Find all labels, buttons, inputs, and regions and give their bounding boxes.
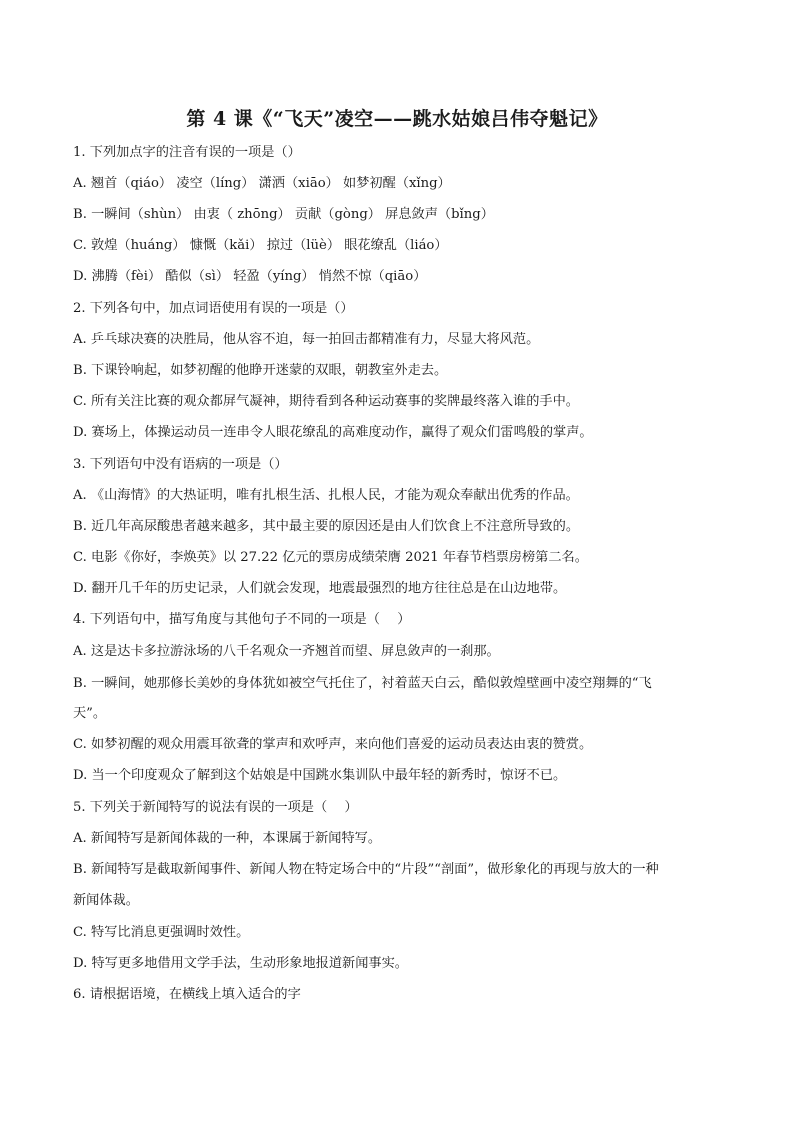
- question-1-option-b: B. 一瞬间（shùn） 由衷（ zhōng） 贡献（gòng） 屏息敛声（bǐng）: [73, 207, 494, 222]
- question-2-option-a: A. 乒乓球决赛的决胜局，他从容不迫，每一拍回击都精准有力，尽显大将风范。: [73, 332, 540, 347]
- question-6-stem: 6. 请根据语境，在横线上填入适合的字: [73, 987, 301, 1002]
- question-5-stem: 5. 下列关于新闻特写的说法有误的一项是（ ）: [73, 800, 358, 815]
- question-1-stem: 1. 下列加点字的注音有误的一项是（）: [73, 145, 301, 160]
- question-1-option-d: D. 沸腾（fèi） 酷似（sì） 轻盈（yíng） 悄然不惊（qiāo）: [73, 269, 427, 284]
- question-2-option-d: D. 赛场上，体操运动员一连串令人眼花缭乱的高难度动作，赢得了观众们雷鸣般的掌声。: [73, 425, 593, 440]
- question-4-stem: 4. 下列语句中，描写角度与其他句子不同的一项是（ ）: [73, 612, 411, 627]
- question-4-option-d: D. 当一个印度观众了解到这个姑娘是中国跳水集训队中最年轻的新秀时，惊讶不已。: [73, 768, 567, 783]
- question-4-option-b-continued: 天”。: [73, 706, 107, 721]
- question-5-option-d: D. 特写更多地借用文学手法，生动形象地报道新闻事实。: [73, 956, 408, 971]
- page-title: 第 4 课《“飞天”凌空——跳水姑娘吕伟夺魁记》: [186, 108, 608, 130]
- question-1-option-a: A. 翘首（qiáo） 凌空（líng） 潇洒（xiāo） 如梦初醒（xǐng）: [73, 176, 451, 191]
- question-2-option-b: B. 下课铃响起，如梦初醒的他睁开迷蒙的双眼，朝教室外走去。: [73, 363, 448, 378]
- question-3-option-b: B. 近几年高尿酸患者越来越多，其中最主要的原因还是由人们饮食上不注意所导致的。: [73, 519, 580, 534]
- question-5-option-c: C. 特写比消息更强调时效性。: [73, 925, 250, 940]
- question-3-option-d: D. 翻开几千年的历史记录，人们就会发现，地震最强烈的地方往往总是在山边地带。: [73, 581, 567, 596]
- question-2-stem: 2. 下列各句中，加点词语使用有误的一项是（）: [73, 301, 354, 316]
- question-2-option-c: C. 所有关注比赛的观众都屏气凝神，期待看到各种运动赛事的奖牌最终落入谁的手中。: [73, 394, 579, 409]
- question-3-option-c: C. 电影《你好，李焕英》以 27.22 亿元的票房成绩荣膺 2021 年春节档票房榜第二名。: [73, 550, 588, 565]
- question-5-option-a: A. 新闻特写是新闻体裁的一种，本课属于新闻特写。: [73, 831, 382, 846]
- question-4-option-a: A. 这是达卡多拉游泳场的八千名观众一齐翘首而望、屏息敛声的一刹那。: [73, 644, 500, 659]
- question-5-option-b: B. 新闻特写是截取新闻事件、新闻人物在特定场合中的“片段”“剖面”，做形象化的再现与放大的一种: [73, 862, 659, 877]
- question-4-option-c: C. 如梦初醒的观众用震耳欲聋的掌声和欢呼声，来向他们喜爱的运动员表达由衷的赞赏。: [73, 737, 593, 752]
- question-4-option-b: B. 一瞬间，她那修长美妙的身体犹如被空气托住了，衬着蓝天白云，酷似敦煌壁画中凌空翔舞的“飞: [73, 676, 652, 691]
- question-3-stem: 3. 下列语句中没有语病的一项是（）: [73, 457, 288, 472]
- question-5-option-b-continued: 新闻体裁。: [73, 893, 139, 908]
- question-3-option-a: A. 《山海情》的大热证明，唯有扎根生活、扎根人民，才能为观众奉献出优秀的作品。: [73, 488, 579, 503]
- question-1-option-c: C. 敦煌（huáng） 慷慨（kǎi） 掠过（lüè） 眼花缭乱（liáo）: [73, 238, 448, 253]
